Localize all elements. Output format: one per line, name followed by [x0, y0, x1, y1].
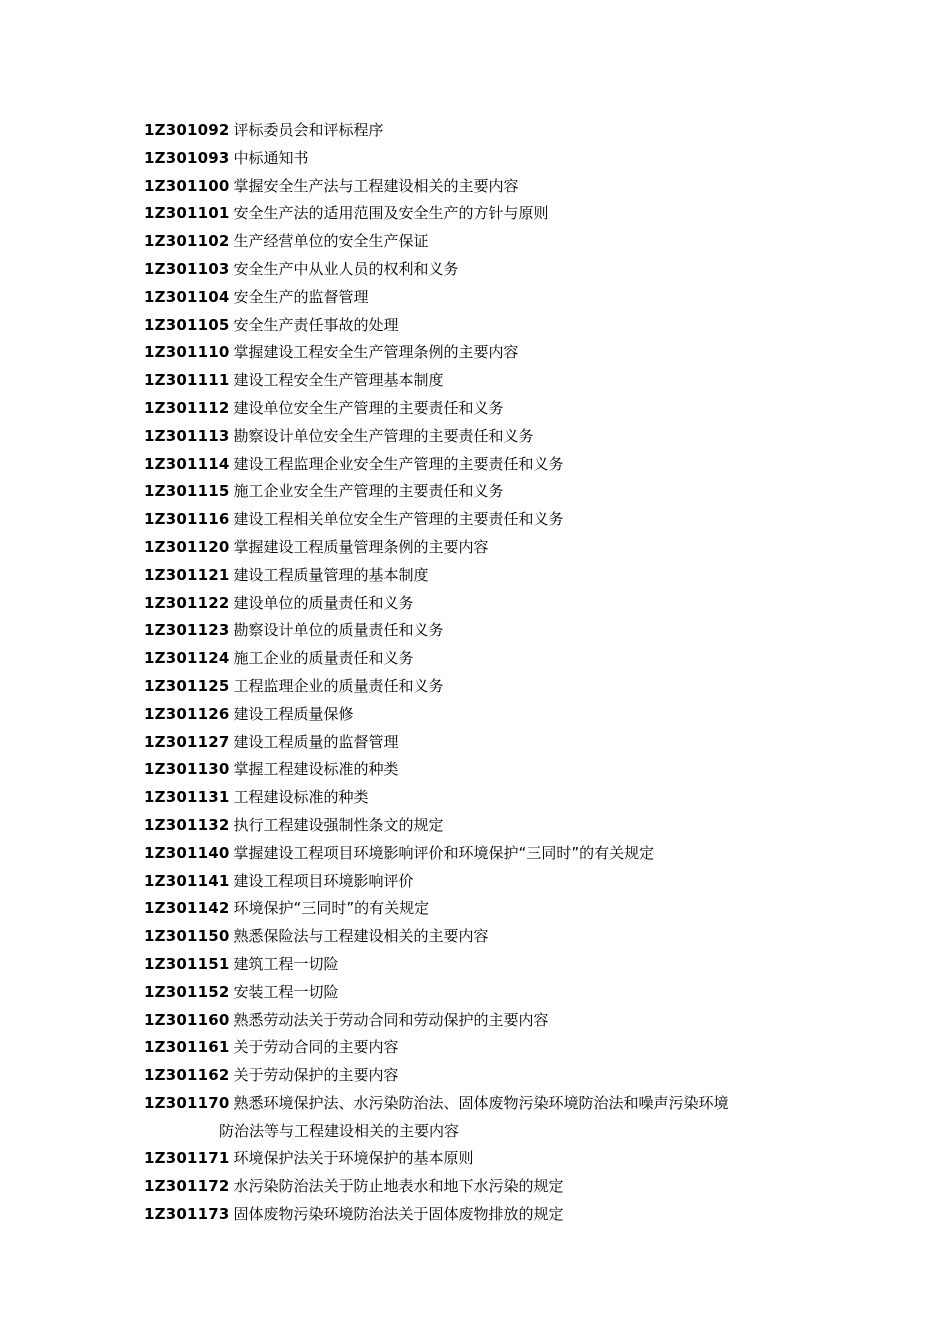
syllabus-item: [144, 117, 824, 145]
item-title: 工程建设标准的种类: [233, 788, 369, 807]
item-code: 1Z301162: [144, 1066, 230, 1085]
item-code: 1Z301101: [144, 204, 230, 223]
item-title: 关于劳动合同的主要内容: [233, 1038, 399, 1057]
syllabus-item: [144, 590, 824, 618]
syllabus-item: [144, 645, 824, 673]
item-code: 1Z301115: [144, 482, 230, 501]
item-code: 1Z301141: [144, 871, 230, 890]
item-code: 1Z301130: [144, 760, 230, 779]
item-code: 1Z301150: [144, 927, 230, 946]
item-title: 建设工程质量管理的基本制度: [233, 565, 429, 584]
syllabus-item: [144, 506, 824, 534]
item-code: 1Z301113: [144, 426, 230, 445]
syllabus-item: [144, 339, 824, 367]
item-code: 1Z301173: [144, 1205, 230, 1224]
item-title: 熟悉环境保护法、水污染防治法、固体废物污染环境防治法和噪声污染环境: [233, 1093, 729, 1112]
syllabus-item: [144, 840, 824, 868]
item-title: 中标通知书: [233, 148, 309, 167]
item-title: 水污染防治法关于防止地表水和地下水污染的规定: [233, 1177, 564, 1196]
item-code: 1Z301125: [144, 676, 230, 695]
item-code: 1Z301116: [144, 510, 230, 529]
syllabus-item: [144, 1062, 824, 1090]
item-code: 1Z301093: [144, 148, 230, 167]
item-code: 1Z301126: [144, 704, 230, 723]
item-title: 施工企业的质量责任和义务: [233, 649, 414, 668]
syllabus-item: [144, 673, 824, 701]
item-code: 1Z301123: [144, 621, 230, 640]
item-title: 建设工程安全生产管理基本制度: [233, 371, 444, 390]
item-code: 1Z301132: [144, 815, 230, 834]
item-title: 建设工程质量保修: [233, 704, 354, 723]
syllabus-item: [144, 284, 824, 312]
item-code: 1Z301103: [144, 259, 230, 278]
item-title: 建设单位安全生产管理的主要责任和义务: [233, 398, 504, 417]
item-title: 建设单位的质量责任和义务: [233, 593, 414, 612]
item-code: 1Z301114: [144, 454, 230, 473]
item-title: 建筑工程一切险: [233, 954, 339, 973]
syllabus-item: [144, 923, 824, 951]
syllabus-item: [144, 367, 824, 395]
syllabus-item: [144, 423, 824, 451]
item-code: 1Z301104: [144, 287, 230, 306]
item-title: 掌握建设工程安全生产管理条例的主要内容: [233, 343, 519, 362]
item-code: 1Z301171: [144, 1149, 230, 1168]
syllabus-item: [144, 701, 824, 729]
syllabus-item: [144, 534, 824, 562]
item-title: 掌握建设工程质量管理条例的主要内容: [233, 537, 489, 556]
item-title: 建设工程监理企业安全生产管理的主要责任和义务: [233, 454, 564, 473]
syllabus-item: [144, 256, 824, 284]
item-title: 生产经营单位的安全生产保证: [233, 232, 429, 251]
item-title: 安全生产责任事故的处理: [233, 315, 399, 334]
syllabus-item: [144, 1090, 824, 1146]
item-code: 1Z301112: [144, 398, 230, 417]
syllabus-item: [144, 1034, 824, 1062]
item-code: 1Z301140: [144, 843, 230, 862]
item-code: 1Z301172: [144, 1177, 230, 1196]
item-code: 1Z301092: [144, 121, 230, 139]
item-code: 1Z301131: [144, 788, 230, 807]
syllabus-item: [144, 312, 824, 340]
item-title: 建设工程质量的监督管理: [233, 732, 399, 751]
item-code: 1Z301161: [144, 1038, 230, 1057]
item-code: 1Z301152: [144, 982, 230, 1001]
item-code: 1Z301121: [144, 565, 230, 584]
item-title: 勘察设计单位安全生产管理的主要责任和义务: [233, 426, 534, 445]
syllabus-item: [144, 951, 824, 979]
item-title: 安装工程一切险: [233, 982, 339, 1001]
syllabus-item: [144, 145, 824, 173]
syllabus-item: [144, 784, 824, 812]
item-title: 施工企业安全生产管理的主要责任和义务: [233, 482, 504, 501]
item-title: 掌握工程建设标准的种类: [233, 760, 399, 779]
item-title: 执行工程建设强制性条文的规定: [233, 815, 444, 834]
item-code: 1Z301120: [144, 537, 230, 556]
item-code: 1Z301100: [144, 176, 230, 195]
item-title-continuation: 防治法等与工程建设相关的主要内容: [219, 1121, 460, 1140]
item-code: 1Z301127: [144, 732, 230, 751]
syllabus-item: [144, 478, 824, 506]
syllabus-item: [144, 1201, 824, 1229]
syllabus-item: [144, 395, 824, 423]
syllabus-item: [144, 812, 824, 840]
item-title: 工程监理企业的质量责任和义务: [233, 676, 444, 695]
syllabus-item: [144, 200, 824, 228]
item-code: 1Z301151: [144, 954, 230, 973]
item-title: 评标委员会和评标程序: [233, 121, 384, 139]
item-title: 熟悉劳动法关于劳动合同和劳动保护的主要内容: [233, 1010, 549, 1029]
item-title: 安全生产中从业人员的权利和义务: [233, 259, 459, 278]
item-code: 1Z301160: [144, 1010, 230, 1029]
item-title: 熟悉保险法与工程建设相关的主要内容: [233, 927, 489, 946]
syllabus-item: [144, 756, 824, 784]
item-code: 1Z301170: [144, 1093, 230, 1112]
syllabus-item: [144, 729, 824, 757]
item-title: 安全生产的监督管理: [233, 287, 369, 306]
syllabus-item: [144, 173, 824, 201]
item-title: 环境保护“三同时”的有关规定: [233, 899, 430, 918]
item-title: 建设工程项目环境影响评价: [233, 871, 414, 890]
syllabus-list: [144, 117, 824, 1229]
syllabus-item: [144, 451, 824, 479]
item-title: 勘察设计单位的质量责任和义务: [233, 621, 444, 640]
item-code: 1Z301111: [144, 371, 230, 390]
item-title: 掌握安全生产法与工程建设相关的主要内容: [233, 176, 519, 195]
item-title: 建设工程相关单位安全生产管理的主要责任和义务: [233, 510, 564, 529]
syllabus-item: [144, 1145, 824, 1173]
syllabus-item: [144, 1007, 824, 1035]
syllabus-item: [144, 617, 824, 645]
item-title: 关于劳动保护的主要内容: [233, 1066, 399, 1085]
syllabus-item: [144, 1173, 824, 1201]
syllabus-item: [144, 895, 824, 923]
syllabus-item: [144, 228, 824, 256]
item-title: 安全生产法的适用范围及安全生产的方针与原则: [233, 204, 549, 223]
syllabus-item: [144, 562, 824, 590]
syllabus-item: [144, 868, 824, 896]
item-title: 掌握建设工程项目环境影响评价和环境保护“三同时”的有关规定: [233, 843, 655, 862]
item-code: 1Z301110: [144, 343, 230, 362]
item-code: 1Z301105: [144, 315, 230, 334]
item-title: 环境保护法关于环境保护的基本原则: [233, 1149, 474, 1168]
item-code: 1Z301102: [144, 232, 230, 251]
item-code: 1Z301122: [144, 593, 230, 612]
item-code: 1Z301142: [144, 899, 230, 918]
item-code: 1Z301124: [144, 649, 230, 668]
syllabus-item: [144, 979, 824, 1007]
item-title: 固体废物污染环境防治法关于固体废物排放的规定: [233, 1205, 564, 1224]
